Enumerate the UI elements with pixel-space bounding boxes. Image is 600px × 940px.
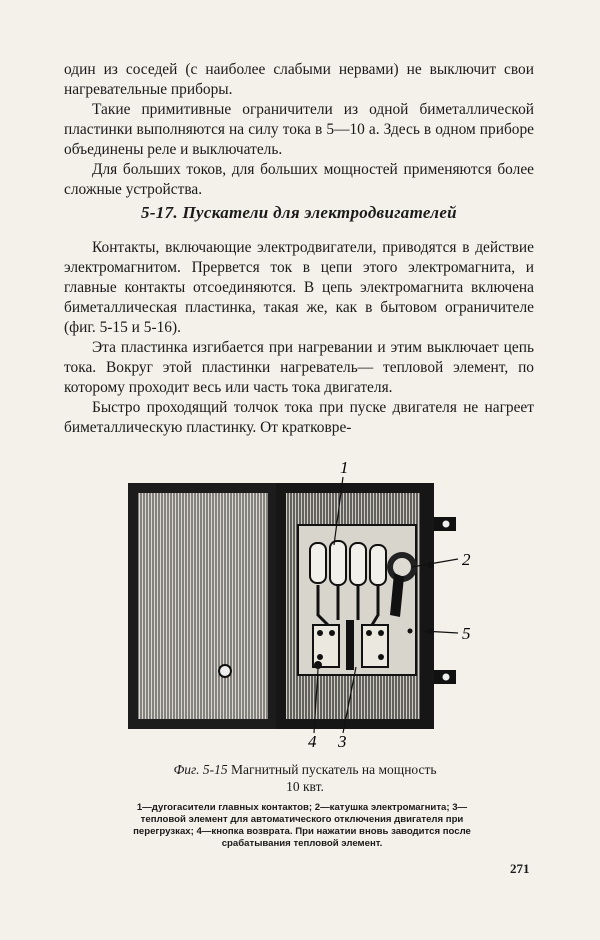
page-number: 271	[510, 861, 530, 876]
paragraph: Быстро проходящий толчок тока при пуске двигателя не нагреет биметаллическую пластинку. От кратковре-	[64, 399, 534, 436]
reset-button-icon	[314, 661, 322, 669]
figure-legend	[122, 802, 482, 850]
caption-power: 10 квт.	[286, 779, 324, 794]
thermal-elements	[313, 620, 388, 670]
figure-label: Фиг. 5-15	[173, 762, 228, 777]
paragraph: Для больших токов, для больших мощностей применяются более сложные устройства.	[64, 161, 534, 198]
section-heading: 5-17. Пускатели для электродвигателей	[141, 203, 457, 222]
starter-illustration	[128, 455, 488, 750]
paragraph: Эта пластинка изгибается при нагревании и этим выключает цепь тока. Вокруг этой пластинки нагреватель— тепловой элемент, по которому проходит весь или часть тока двигателя.	[64, 339, 534, 396]
caption-text: Магнитный пускатель на мощность	[231, 762, 437, 777]
callout-3: 3	[338, 732, 347, 750]
figure-caption	[110, 761, 500, 795]
legend-text: 1—дугогасители главных контактов; 2—катушка электромагнита; 3—тепловой элемент для автоматического отключения двигателя при перегрузках; 4—кнопка возврата. При нажатии вновь заводится после срабатывания тепловой элемент.	[133, 802, 471, 849]
paragraph: Такие примитивные ограничители из одной биметаллической пластинки выполняются на силу тока в 5—10 а. Здесь в одном приборе объединены реле и выключатель.	[64, 101, 534, 158]
callout-1: 1	[340, 458, 349, 477]
open-door	[128, 483, 278, 729]
section-text	[64, 238, 534, 438]
door-knob-icon	[219, 665, 231, 677]
paragraph: Контакты, включающие электродвигатели, приводятся в действие электромагнитом. Прервется ток в цепи этого электромагнита, и главные контакты отсоединяются. В цепь электромагнита включена биметаллическая пластинка, такая же, как в бытовом ограничителе (фиг. 5-15 и 5-16).	[64, 239, 534, 336]
callout-4: 4	[308, 732, 317, 750]
callout-2: 2	[462, 550, 471, 569]
paragraph-continuation: один из соседей (с наиболее слабыми нервами) не выключит свои нагревательные приборы.	[64, 61, 534, 98]
magnetic-starter-drawing	[128, 455, 488, 750]
starter-box	[276, 483, 456, 729]
callout-5: 5	[462, 624, 471, 643]
top-text	[64, 60, 534, 200]
